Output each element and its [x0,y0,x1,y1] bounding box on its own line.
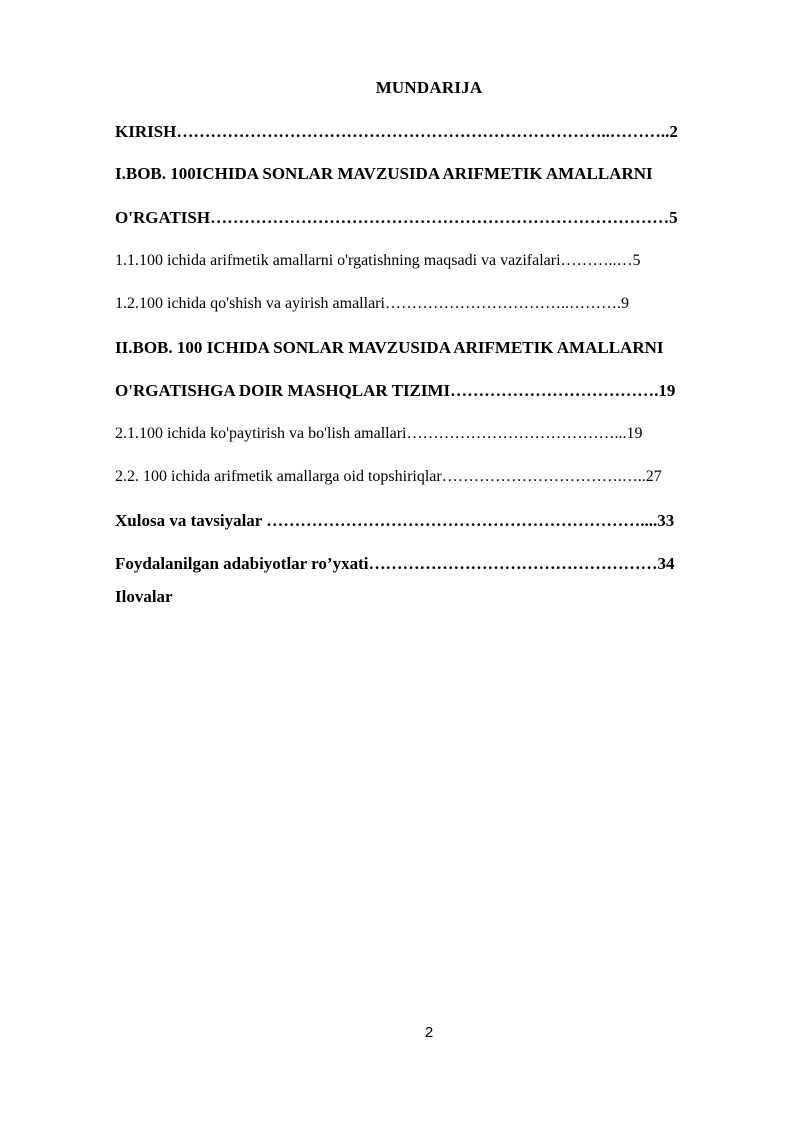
toc-entry-conclusion: Xulosa va tavsiyalar …………………………………………………………....33 [115,511,675,530]
toc-entry-section-2-1: 2.1.100 ichida ko'paytirish va bo'lish amallari…………………………………...19 [115,425,643,442]
toc-heading: MUNDARIJA [375,78,483,97]
toc-entry-appendices: Ilovalar [115,587,173,606]
toc-entry-references: Foydalanilgan adabiyotlar ro’yxati……………………………………………34 [115,554,675,573]
toc-entry-chapter-2-line-1: II.BOB. 100 ICHIDA SONLAR MAVZUSIDA ARIFMETIK AMALLARNI [115,338,664,357]
toc-entry-chapter-1-line-2: O'RGATISH………………………………………………………………………5 [115,208,678,227]
toc-entry-chapter-2-line-2: O'RGATISHGA DOIR MASHQLAR TIZIMI……………………………….19 [115,381,676,400]
toc-entry-section-1-1: 1.1.100 ichida arifmetik amallarni o'rgatishning maqsadi va vazifalari………..…5 [115,252,641,269]
toc-entry-section-1-2: 1.2.100 ichida qo'shish va ayirish amallari……………………………..……….9 [115,295,629,312]
toc-entry-introduction: KIRISH…………………………………………………………………..………..2 [115,122,678,141]
page-number: 2 [424,1024,434,1041]
toc-entry-chapter-1-line-1: I.BOB. 100ICHIDA SONLAR MAVZUSIDA ARIFMETIK AMALLARNI [115,164,653,183]
toc-entry-section-2-2: 2.2. 100 ichida arifmetik amallarga oid topshiriqlar…………………………….…..27 [115,468,662,485]
